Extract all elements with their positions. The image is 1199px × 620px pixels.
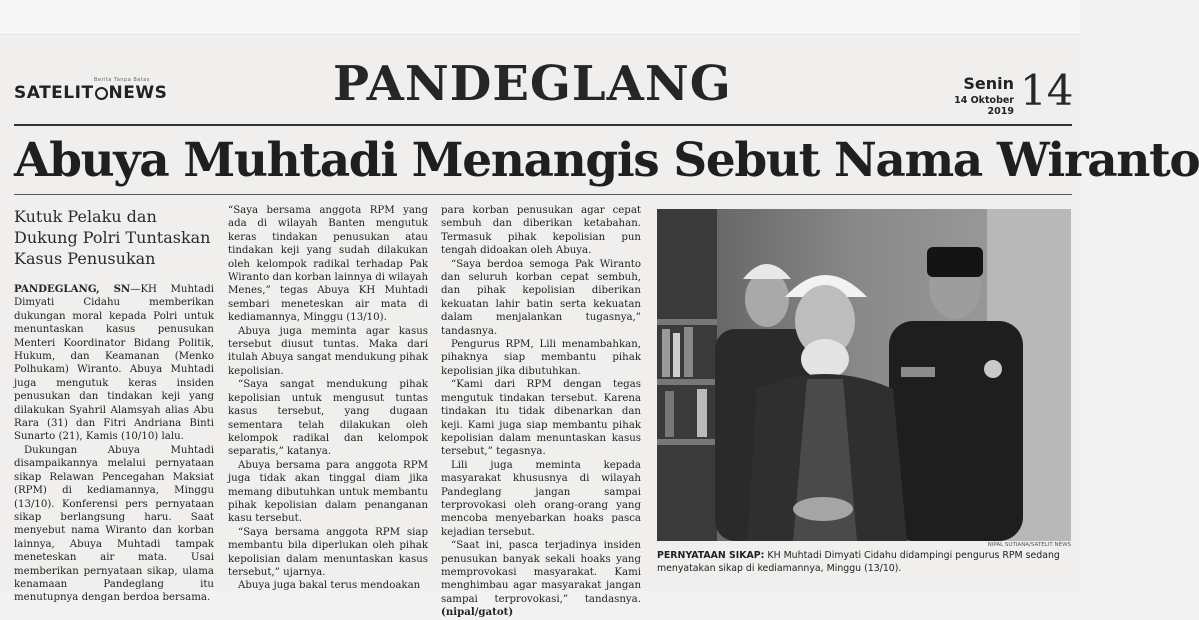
browser-top-bar — [0, 0, 1080, 35]
paragraph: Abuya juga meminta agar kasus tersebut diusut tuntas. Maka dari itulah Abuya sangat mendukung pihak kepolisian. — [228, 325, 428, 377]
logo-right-text: NEWS — [108, 83, 168, 103]
paragraph: Abuya bersama para anggota RPM juga tidak akan tinggal diam jika memang dibutuhkan untuk membantu pihak kepolisian dalam penanganan kasu tersebut. — [228, 459, 428, 525]
article-headline: Abuya Muhtadi Menangis Sebut Nama Wiranto — [14, 133, 1199, 188]
caption-text: KH Muhtadi Dimyati Cidahu didampingi pengurus RPM sedang menyatakan sikap di kediamannya, Minggu (13/10). — [657, 550, 1060, 574]
logo-left-text: SATELIT — [14, 83, 94, 103]
issue-date — [928, 74, 1014, 117]
logo-tagline: Berita Tanpa Batas — [94, 77, 150, 83]
section-title: PANDEGLANG — [333, 56, 732, 112]
paragraph: “Saya berdoa semoga Pak Wiranto dan seluruh korban cepat sembuh, dan pihak kepolisian diberikan kekuatan lahir batin serta kekuatan dalam menjalankan tugasnya,” tandasnya. — [441, 258, 641, 337]
paragraph: “Saya sangat mendukung pihak kepolisian untuk mengusut tuntas kasus tersebut, yang dugaan sementara telah dilakukan oleh kelompok radikal dan kelompok separatis,” katanya. — [228, 379, 428, 458]
dateline: PANDEGLANG, SN — [14, 283, 131, 295]
article-column-1 — [14, 283, 214, 605]
news-photo — [657, 209, 1071, 541]
paragraph: Lili juga meminta kepada masyarakat khususnya di wilayah Pandeglang jangan sampai terprovokasi oleh orang-orang yang mencoba menyebarkan hoaks pasca kejadian tersebut. — [441, 459, 641, 538]
caption-label: PERNYATAAN SIKAP: — [657, 550, 765, 561]
paragraph: PANDEGLANG, SN—KH Muhtadi Dimyati Cidahu memberikan dukungan moral kepada Polri untuk menuntaskan kasus penusukan Menteri Koordinator Bidang Politik, Hukum, dan Keamanan (Menko Polhukam) Wiranto. Abuya Muhtadi juga mengutuk keras insiden penusukan dan tindakan keji yang dilakukan Syahril Alamsyah alias Abu Rara (31) dan Fitri Andriana Binti Sunarto (21), Kamis (10/10) lalu. — [14, 283, 214, 443]
masthead — [0, 38, 1080, 120]
satelit-news-logo — [14, 77, 168, 103]
issue-date-text: 14 Oktober 2019 — [954, 95, 1014, 117]
globe-icon — [95, 87, 108, 100]
paragraph: Abuya juga bakal terus mendoakan — [238, 580, 421, 592]
headline-rule — [14, 194, 1072, 195]
article-subhead: Kutuk Pelaku dan Dukung Polri Tuntaskan Kasus Penusukan — [14, 207, 211, 268]
paragraph: Dukungan Abuya Muhtadi disampaikannya melalui pernyataan sikap Relawan Pencegahan Maksiat (RPM) di kediamannya, Minggu (13/10). Konferensi pers pernyataan sikap berlangsung haru. Saat menyebut nama Wiranto dan korban lainnya, Abuya Muhtadi tampak meneteskan air mata. Usai memberikan pernyataan sikap, ulama kenamaan Pandeglang itu menutupnya dengan berdoa bersama. — [14, 444, 214, 604]
paragraph: “Saya bersama anggota RPM siap membantu bila diperlukan oleh pihak kepolisian dalam menuntaskan kasus tersebut,” ujarnya. — [228, 526, 428, 578]
paragraph: “Saya bersama anggota RPM yang ada di wilayah Banten mengutuk keras tindakan penusukan atau tindakan keji yang sudah dilakukan oleh kelompok radikal terhadap Pak Wiranto dan korban lainnya di wilayah Menes,” tegas Abuya KH Muhtadi sembari meneteskan air mata di kediamannya, Minggu (13/10). — [228, 205, 428, 324]
paragraph: para korban penusukan agar cepat sembuh dan diberikan ketabahan. Termasuk pihak kepolisian pun tengah didoakan oleh Abuya. — [441, 205, 641, 257]
page-number: 14 — [1020, 66, 1074, 115]
signoff: (nipal/gatot) — [441, 606, 514, 619]
photo-credit: NIPAL SUTIANA/SATELIT NEWS — [987, 542, 1071, 548]
article-column-3 — [441, 204, 641, 620]
paragraph: “Kami dari RPM dengan tegas mengutuk tindakan tersebut. Karena tindakan itu tidak dibenarkan dan keji. Kami juga siap membantu pihak kepolisian dalam menuntaskan kasus tersebut,” tegasnya. — [441, 379, 641, 458]
photo-illustration — [657, 209, 1071, 541]
article-column-2 — [228, 204, 428, 593]
paragraph: “Saat ini, pasca terjadinya insiden penusukan banyak sekali hoaks yang memprovokasi masyarakat. Kami menghimbau agar masyarakat jangan sampai terprovokasi,” tandasnya. (nipal/gatot) — [441, 540, 641, 619]
photo-caption — [657, 550, 1071, 575]
top-rule — [14, 124, 1072, 126]
newspaper-page — [0, 38, 1199, 619]
issue-day: Senin — [963, 74, 1014, 93]
paragraph: Pengurus RPM, Lili menambahkan, pihaknya siap membantu pihak kepolisian jika dibutuhkan. — [441, 339, 641, 377]
